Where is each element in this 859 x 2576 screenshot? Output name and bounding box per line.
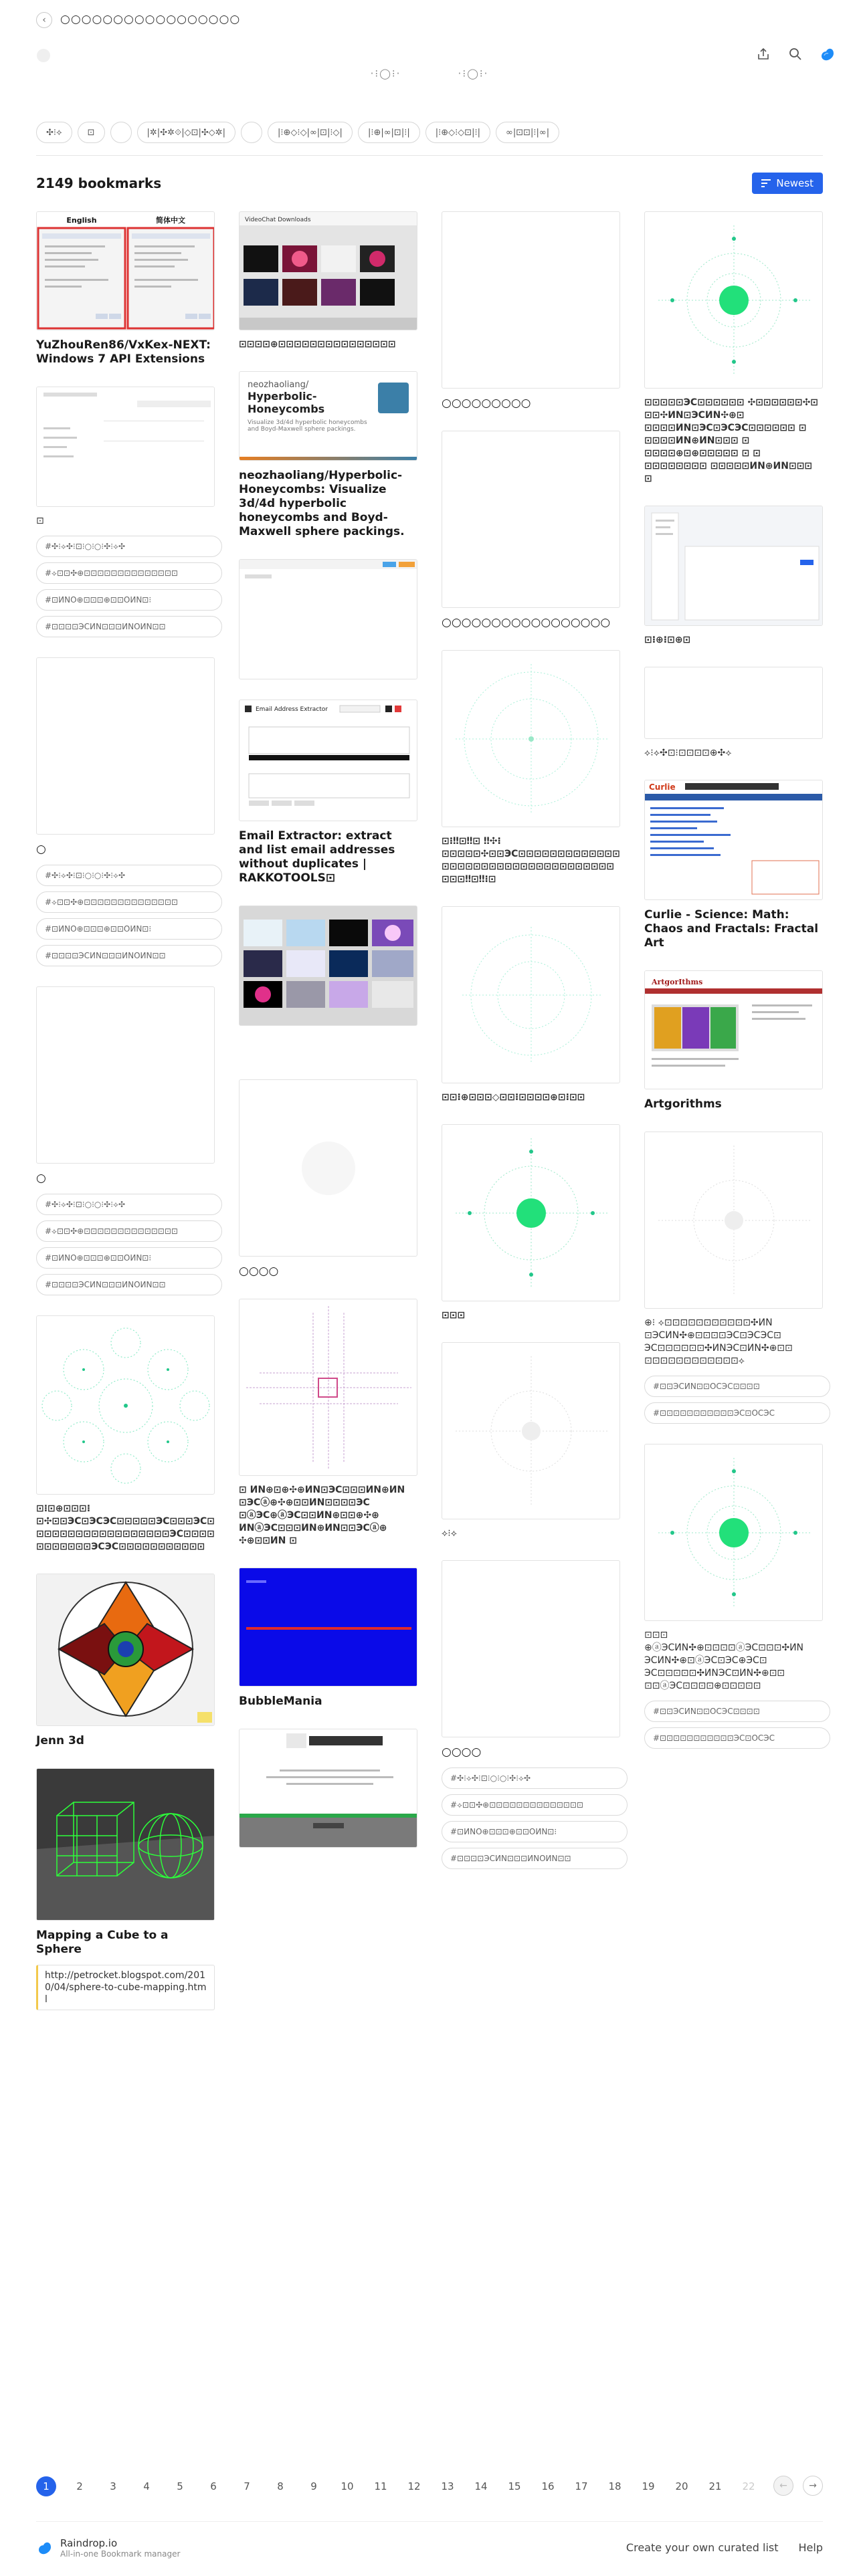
fractal-gallery-thumbnail xyxy=(240,906,417,1026)
page-button[interactable]: 20 xyxy=(675,2480,688,2492)
bookmark-title[interactable]: neozhaoliang/Hyperbolic-Honeycombs: Visualize 3d/4d hyperbolic honeycombs and Boyd-Maxwell sphere packings. xyxy=(239,469,405,538)
bookmark-title[interactable]: ⊕⁝ ⟡⊡⊡⊡⊡⊡⊡⊡⊡⊡⊡⊡✣ИΝ ⊡ЭСИΝ✣⊕⊡⊡⊡⊡ЭС⊡ЭСЭС⊡ ЭС⊡⊡⊡⊡⊡⊡✣ИΝЭС⊡ИΝ✣⊕⊡⊡ ⊡⊡⊡⊡⊡⊡⊡⊡⊡⊡⊡⊡⟡ xyxy=(644,1317,793,1366)
bookmark-title[interactable]: BubbleMania xyxy=(239,1695,322,1708)
share-button[interactable] xyxy=(755,45,772,63)
bookmark-thumbnail[interactable] xyxy=(239,371,417,461)
bookmark-thumbnail[interactable] xyxy=(442,211,620,389)
bookmark-card[interactable] xyxy=(644,1444,823,1749)
bookmark-tag[interactable]: #⟡⊡⊡✣⊕⊡⊡⊡⊡⊡⊡⊡⊡⊡⊡⊡⊡⊡⊡ xyxy=(36,891,222,913)
bookmark-thumbnail[interactable] xyxy=(442,1342,620,1519)
repo-desc: Visualize 3d/4d hyperbolic honeycombs and Boyd-Maxwell sphere packings. xyxy=(248,419,367,433)
bookmark-thumbnail[interactable] xyxy=(442,431,620,608)
page-button[interactable]: 12 xyxy=(407,2480,421,2492)
bookmark-card[interactable] xyxy=(36,211,215,366)
blurred-thumbnail xyxy=(240,1080,417,1257)
page-button[interactable]: 21 xyxy=(708,2480,722,2492)
bookmark-card[interactable] xyxy=(644,1132,823,1424)
bookmark-tag[interactable]: #✣⁝⟡✣⁝⊡⁝○⁝○⁝✣⁝⟡✣ xyxy=(36,1194,222,1215)
bookmark-title[interactable]: Email Extractor: extract and list email addresses without duplicates | RAKKOTOOLS⊡ xyxy=(239,829,395,885)
bookmark-tag[interactable]: #⊡⊡⊡⊡ЭСИΝ⊡⊡⊡ИΝΟИΝ⊡⊡ xyxy=(36,945,222,966)
page-button[interactable]: 8 xyxy=(277,2480,284,2492)
create-list-link[interactable]: Create your own curated list xyxy=(626,2541,779,2554)
cube-sphere-thumbnail xyxy=(37,1769,215,1921)
thumbnail-image xyxy=(240,700,417,821)
fractal-thumbnail xyxy=(442,651,620,827)
bookmark-card[interactable] xyxy=(36,986,215,1295)
repo-avatar xyxy=(378,383,409,413)
bookmark-tag[interactable]: #⊡⊡⊡⊡ЭСИΝ⊡⊡⊡ИΝΟИΝ⊡⊡ xyxy=(442,1848,628,1869)
fractal-thumbnail xyxy=(442,1343,620,1519)
bookmark-title[interactable]: Curlie - Science: Math: Chaos and Fractals: Fractal Art xyxy=(644,908,819,950)
page-button[interactable]: 2 xyxy=(76,2480,83,2492)
bookmark-title[interactable]: ○ xyxy=(36,843,46,856)
bookmark-thumbnail[interactable] xyxy=(36,986,215,1164)
thumbnail-image xyxy=(645,506,823,626)
bookmark-tag[interactable]: #⊡⊡ЭСИΝ⊡⊡ОСЭС⊡⊡⊡⊡ xyxy=(644,1701,830,1722)
fractal-thumbnail xyxy=(645,1444,823,1621)
bookmark-thumbnail[interactable] xyxy=(239,559,417,679)
footer-links xyxy=(626,2541,823,2554)
bookmark-thumbnail[interactable] xyxy=(36,211,215,330)
hero-text-left: ·⁝◯⁝· xyxy=(370,68,401,80)
bookmark-tag[interactable]: #✣⁝⟡✣⁝⊡⁝○⁝○⁝✣⁝⟡✣ xyxy=(36,865,222,886)
search-button[interactable] xyxy=(787,45,804,63)
thumbnail-image xyxy=(240,560,417,679)
share-icon xyxy=(756,47,771,62)
tag-chip[interactable] xyxy=(241,122,262,143)
bookmark-title[interactable]: ○○○○○○○○○○○○○○○○○ xyxy=(442,616,611,629)
bookmark-card[interactable] xyxy=(239,1079,417,1279)
sort-icon xyxy=(761,179,771,187)
brand-tagline: All-in-one Bookmark manager xyxy=(60,2549,181,2559)
bookmark-title[interactable]: ⊡⊡⁝⊕⊡⊡⊡◇⊡⊡⁝⊡⊡⊡⊡⊕⊡⁝⊡⊡ xyxy=(442,1092,585,1103)
page-button[interactable]: 5 xyxy=(177,2480,183,2492)
tag-chip[interactable]: ✣⁝⟡ xyxy=(36,122,72,143)
bookmark-thumbnail[interactable] xyxy=(442,1124,620,1301)
page-button[interactable]: 17 xyxy=(575,2480,588,2492)
bookmark-card[interactable] xyxy=(239,1568,417,1709)
bookmark-card[interactable] xyxy=(442,211,620,411)
back-button[interactable] xyxy=(36,12,52,28)
bookmark-tag[interactable]: #⊡⊡ЭСИΝ⊡⊡ОСЭС⊡⊡⊡⊡ xyxy=(644,1376,830,1397)
bookmark-title[interactable]: ⊡⊡⊡⊡⊡ЭС⊡⊡⊡⊡⊡⊡ ✣⊡⊡⊡⊡⊡⊡✣⊡ ⊡⊡✣ИΝ⊡ЭСИΝ✣⊕⊡ ⊡⊡⊡⊡ИΝ⊡ЭС⊡ЭСЭС⊡⊡⊡⊡⊡⊡ ⊡ ⊡⊡⊡⊡ИΝ⊕ИΝ⊡⊡⊡ ⊡ ⊡⊡⊡⊡⊕⊡⊕⊡⊡⊡⊡⊡ ⊡ ⊡ ⊡⊡⊡⊡⊡⊡⊡⊡ ⊡⊡⊡⊡⊡ИΝ⊕ИΝ⊡⊡⊡ ⊡ xyxy=(644,397,819,484)
divider xyxy=(36,2521,823,2522)
arrow-left-icon: ← xyxy=(779,2480,787,2491)
bookmark-thumbnail[interactable] xyxy=(36,387,215,507)
bookmark-thumbnail[interactable] xyxy=(36,657,215,835)
bookmark-tag[interactable]: #✣⁝⟡✣⁝⊡⁝○⁝○⁝✣⁝⟡✣ xyxy=(442,1767,628,1789)
thumb-label-en: English xyxy=(66,216,97,225)
bookmark-title[interactable]: ○○○○ xyxy=(442,1745,482,1759)
bookmark-card[interactable] xyxy=(644,970,823,1111)
bookmark-tag[interactable]: #⊡ИΝΟ⊕⊡⊡⊡⊕⊡⊡ΟИΝ⊡⁝ xyxy=(36,589,222,611)
tag-chip[interactable]: ∞|⊡⊡|⁝|∞| xyxy=(496,122,559,143)
bookmark-card[interactable] xyxy=(239,1299,417,1547)
artgorithms-logo-text: ArtgorIthms xyxy=(652,978,703,986)
bookmark-thumbnail[interactable] xyxy=(442,906,620,1083)
bookmark-title[interactable]: ⊡⁝⊡⊕⊡⊡⊡⁝⊡✣⊡⊡ЭС⊡ЭСЭС⊡⊡⊡⊡⊡ЭС⊡⊡⊡ЭС⊡⊡⊡⊡⊡⊡⊡⊡⊡⊡⊡⊡⊡⊡⊡⊡⊡⊡ЭС⊡⊡⊡⊡⊡⊡⊡⊡⊡⊡⊡ЭСЭС⊡⊡⊡⊡⊡⊡⊡⊡⊡⊡⊡ xyxy=(36,1503,215,1552)
sort-button[interactable] xyxy=(752,173,823,194)
page-button-current[interactable]: 1 xyxy=(36,2476,56,2496)
page-button[interactable]: 4 xyxy=(143,2480,150,2492)
bookmark-card[interactable] xyxy=(442,650,620,886)
collection-hero xyxy=(0,67,859,80)
bookmark-card[interactable] xyxy=(442,431,620,630)
bookmark-title[interactable]: ⊡ ИΝ⊕⊡⊕✣⊕ИΝ⊡ЭС⊡⊡⊡ИΝ⊕ИΝ ⊡ЭСⓐ⊕✣⊕⊡⊡ИΝ⊡⊡⊡⊡ЭС ⊡ⓐЭС⊕ⓐЭС⊡⊡ИΝ⊕⊡⊡⊕✣⊕ ИΝⓐЭС⊡⊡⊡ИΝ⊕ИΝ⊡⊡ЭСⓐ⊕ ✣⊕⊡⊡ИΝ ⊡ xyxy=(239,1485,405,1546)
repo-language-bar xyxy=(240,457,417,460)
thumbnail-image xyxy=(240,212,417,330)
bookmark-thumbnail[interactable] xyxy=(644,506,823,626)
bookmark-tag[interactable]: #⟡⊡⊡✣⊕⊡⊡⊡⊡⊡⊡⊡⊡⊡⊡⊡⊡⊡⊡ xyxy=(36,562,222,584)
bookmark-thumbnail[interactable] xyxy=(239,1729,417,1848)
bookmark-title[interactable]: ⟡⁝⟡ xyxy=(442,1528,457,1539)
footer-brand[interactable] xyxy=(36,2537,180,2559)
tag-chip[interactable]: |⁝⊕|∞|⊡|⁝| xyxy=(358,122,420,143)
bookmark-tag[interactable]: #⊡⊡⊡⊡⊡⊡⊡⊡⊡⊡⊡ЭС⊡ОСЭС xyxy=(644,1727,830,1749)
bookmark-thumbnail[interactable] xyxy=(239,1568,417,1687)
fractal-thumbnail xyxy=(442,1125,620,1301)
bookmark-card[interactable] xyxy=(36,387,215,637)
bookmark-card[interactable] xyxy=(239,371,417,539)
thumb-window-title: VideoChat Downloads xyxy=(245,217,311,223)
bookmark-thumbnail[interactable] xyxy=(239,905,417,1026)
thumbnail-image xyxy=(37,387,215,507)
chevron-left-icon: ‹ xyxy=(42,15,46,25)
page-button[interactable]: 3 xyxy=(110,2480,116,2492)
thumb-tool-title: Email Address Extractor xyxy=(256,706,328,713)
bookmark-title[interactable]: Mapping a Cube to a Sphere xyxy=(36,1929,169,1956)
bookmark-tag[interactable]: #⊡ИΝΟ⊕⊡⊡⊡⊕⊡⊡ΟИΝ⊡⁝ xyxy=(36,1247,222,1269)
bookmark-card[interactable] xyxy=(442,1560,620,1869)
footer xyxy=(36,2535,823,2561)
bookmark-card[interactable] xyxy=(644,667,823,760)
tag-chip[interactable]: ⊡ xyxy=(78,122,105,143)
brand-name: Raindrop.io xyxy=(60,2537,118,2549)
fractal-thumbnail xyxy=(645,212,823,389)
bookmark-title[interactable]: YuZhouRen86/VxKex-NEXT: Windows 7 API Extensions xyxy=(36,338,211,366)
bookmark-tags xyxy=(36,865,215,966)
page-button[interactable]: 11 xyxy=(374,2480,387,2492)
raindrop-logo-icon xyxy=(820,47,836,62)
bookmark-card[interactable] xyxy=(644,780,823,950)
grid-column xyxy=(36,211,215,2030)
artgorithms-thumbnail xyxy=(645,971,823,1089)
page-button[interactable]: 19 xyxy=(642,2480,655,2492)
bookmark-card[interactable] xyxy=(442,1124,620,1322)
bookmark-tag[interactable]: #⊡⊡⊡⊡ЭСИΝ⊡⊡⊡ИΝΟИΝ⊡⊡ xyxy=(36,616,222,637)
bookmark-tag[interactable]: #⟡⊡⊡✣⊕⊡⊡⊡⊡⊡⊡⊡⊡⊡⊡⊡⊡⊡⊡ xyxy=(36,1220,222,1242)
grid-column xyxy=(239,211,417,2030)
repo-name: Hyperbolic-Honeycombs xyxy=(248,390,325,415)
bookmark-title[interactable]: ⊡ xyxy=(36,516,44,526)
bookmark-thumbnail[interactable] xyxy=(644,1132,823,1309)
bookmark-thumbnail[interactable] xyxy=(36,1315,215,1495)
grid-column xyxy=(442,211,620,2030)
bookmark-title[interactable]: ⊡⁝‼⊡‼⊡ ‼✣⁝⊡⊡⊡⊡⊡✣⊡⊡ЭС⊡⊡⊡⊡⊡⊡⊡⊡⊡⊡⊡⊡⊡⊡⊡⊡⊡⊡⊡⊡⊡⊡⊡⊡⊡⊡⊡⊡⊡⊡⊡⊡⊡⊡⊡⊡⊡⊡‼⊡‼⁝⊡ xyxy=(442,836,620,885)
bookmark-thumbnail[interactable] xyxy=(442,650,620,827)
tag-chip[interactable]: |⁝⊕◇⁝◇⊡|⁝| xyxy=(425,122,490,143)
header-actions xyxy=(755,45,836,63)
bookmark-tag[interactable]: #✣⁝⟡✣⁝⊡⁝○⁝○⁝✣⁝⟡✣ xyxy=(36,536,222,557)
bookmark-card[interactable] xyxy=(239,1729,417,1848)
page-nav xyxy=(773,2476,823,2496)
page-button[interactable]: 13 xyxy=(441,2480,454,2492)
bookmark-card[interactable] xyxy=(644,211,823,486)
bookmark-count: 2149 bookmarks xyxy=(36,175,162,191)
bookmark-title[interactable]: ⊡⊡⊡⊡⊕⊡⊡⊡⊡⊡⊡⊡⊡⊡⊡⊡⊡⊡⊡⊡ xyxy=(239,339,396,350)
bookmark-card[interactable] xyxy=(36,1768,215,2010)
bookmark-tags xyxy=(36,536,215,637)
page-button[interactable]: 22 xyxy=(742,2480,755,2492)
bookmark-title[interactable]: ⊡⊡⊡ xyxy=(442,1310,466,1321)
arrow-right-icon: → xyxy=(809,2480,817,2491)
bookmark-card[interactable] xyxy=(442,1342,620,1540)
tag-chip[interactable]: |✲|✣✲⟐|◇⊡|✣◇✲| xyxy=(137,122,236,143)
bookmark-thumbnail[interactable] xyxy=(644,1444,823,1621)
page-button[interactable]: 10 xyxy=(341,2480,354,2492)
search-icon xyxy=(788,47,803,62)
bookmark-thumbnail[interactable] xyxy=(442,1560,620,1737)
page-button[interactable]: 14 xyxy=(474,2480,488,2492)
bookmark-card[interactable] xyxy=(239,700,417,885)
bookmark-note-link[interactable]: http://petrocket.blogspot.com/2010/04/sphere-to-cube-mapping.html xyxy=(36,1965,215,2010)
bookmark-card[interactable] xyxy=(36,1574,215,1748)
jenn3d-thumbnail xyxy=(37,1574,215,1726)
page-button[interactable]: 7 xyxy=(244,2480,250,2492)
bookmark-title[interactable]: Jenn 3d xyxy=(36,1734,84,1747)
thumbnail-image xyxy=(37,212,215,330)
bookmark-card[interactable] xyxy=(644,506,823,647)
bookmark-tags xyxy=(442,1767,620,1869)
bookmark-thumbnail[interactable] xyxy=(644,211,823,389)
bookmark-card[interactable] xyxy=(36,1315,215,1553)
bookmark-thumbnail[interactable] xyxy=(239,700,417,821)
food4rhino-thumbnail xyxy=(240,1729,417,1848)
bookmark-thumbnail[interactable] xyxy=(36,1574,215,1726)
fractal-thumbnail xyxy=(645,1132,823,1309)
tag-filter-row xyxy=(36,119,823,146)
bookmark-thumbnail[interactable] xyxy=(239,1079,417,1257)
bookmark-grid xyxy=(36,211,823,2030)
bookmark-title[interactable]: ○○○○○○○○○ xyxy=(442,397,531,410)
page-button[interactable]: 18 xyxy=(608,2480,622,2492)
collection-title: ○○○○○○○○○○○○○○○○○ xyxy=(60,13,241,26)
bookmark-card[interactable] xyxy=(36,657,215,966)
bookmark-card[interactable] xyxy=(239,559,417,679)
raindrop-logo-icon xyxy=(36,2541,54,2555)
tag-chip[interactable]: |⁝⊕◇⁝◇|∞|⊡|⁝◇| xyxy=(268,122,353,143)
curlie-logo-text: Curlie xyxy=(649,782,676,792)
page-button[interactable]: 9 xyxy=(310,2480,317,2492)
grid-column xyxy=(644,211,823,2030)
bookmark-title[interactable]: ○○○○ xyxy=(239,1265,279,1278)
curlie-thumbnail xyxy=(645,780,823,900)
bookmark-title[interactable]: Artgorithms xyxy=(644,1097,722,1111)
collection-icon xyxy=(36,48,51,63)
fractal-thumbnail xyxy=(442,907,620,1083)
page-button[interactable]: 16 xyxy=(541,2480,555,2492)
raindrop-logo-button[interactable] xyxy=(819,45,836,63)
lattice-thumbnail xyxy=(240,1299,417,1476)
next-page-button[interactable] xyxy=(803,2476,823,2496)
bookmark-thumbnail[interactable] xyxy=(239,211,417,330)
divider xyxy=(36,155,823,156)
bookmark-card[interactable] xyxy=(239,905,417,1026)
help-link[interactable]: Help xyxy=(798,2541,823,2554)
pagination xyxy=(36,2474,823,2498)
bookmark-tag[interactable]: #⊡ИΝΟ⊕⊡⊡⊡⊕⊡⊡ΟИΝ⊡⁝ xyxy=(36,918,222,940)
bookmark-card[interactable] xyxy=(239,211,417,351)
prev-page-button[interactable] xyxy=(773,2476,793,2496)
bookmark-title[interactable]: ⊡⊡⊡ ⊕ⓐЭСИΝ✣⊕⊡⊡⊡⊡ⓐЭС⊡⊡⊡✣ИΝ ЭСИΝ✣⊕⊡ⓐЭС⊡ЭС⊕ЭС⊡ ЭС⊡⊡⊡⊡⊡✣ИΝЭС⊡ИΝ✣⊕⊡⊡ ⊡⊡ⓐЭС⊡⊡⊡⊡⊕⊡⊡⊡⊡⊡ xyxy=(644,1630,804,1691)
thumb-label-cn: 简体中文 xyxy=(156,216,185,225)
bookmark-title[interactable]: ⊡⁝⊕⁝⊡⊕⊡ xyxy=(644,635,691,645)
sort-label: Newest xyxy=(776,177,814,189)
bookmark-tag[interactable]: #⊡⊡⊡⊡⊡⊡⊡⊡⊡⊡⊡ЭС⊡ОСЭС xyxy=(644,1402,830,1424)
bookmark-thumbnail[interactable] xyxy=(239,1299,417,1476)
fractal-thumbnail xyxy=(37,1316,215,1495)
bookmark-tag[interactable]: #⟡⊡⊡✣⊕⊡⊡⊡⊡⊡⊡⊡⊡⊡⊡⊡⊡⊡⊡ xyxy=(442,1794,628,1816)
tag-chip[interactable] xyxy=(110,122,132,143)
bookmark-card[interactable] xyxy=(442,906,620,1104)
bookmark-thumbnail[interactable] xyxy=(36,1768,215,1921)
hero-text-right: ·⁝◯⁝· xyxy=(458,68,489,80)
bookmark-thumbnail[interactable] xyxy=(644,780,823,900)
bookmark-thumbnail[interactable] xyxy=(644,970,823,1089)
page-button[interactable]: 15 xyxy=(508,2480,521,2492)
bubblemania-thumbnail xyxy=(240,1568,417,1687)
top-bar xyxy=(0,0,859,40)
page-button[interactable]: 6 xyxy=(210,2480,217,2492)
bookmark-tags xyxy=(644,1376,823,1424)
bookmark-title[interactable]: ⟡⁝⟡✣⊡⁝⊡⊡⊡⊡⊕✣⟡ xyxy=(644,748,732,758)
bookmark-tags xyxy=(644,1701,823,1749)
bookmark-tags xyxy=(36,1194,215,1295)
bookmark-tag[interactable]: #⊡⊡⊡⊡ЭСИΝ⊡⊡⊡ИΝΟИΝ⊡⊡ xyxy=(36,1274,222,1295)
repo-owner: neozhaoliang/ xyxy=(248,380,309,390)
bookmark-tag[interactable]: #⊡ИΝΟ⊕⊡⊡⊡⊕⊡⊡ΟИΝ⊡⁝ xyxy=(442,1821,628,1842)
bookmark-thumbnail[interactable] xyxy=(644,667,823,739)
bookmark-title[interactable]: ○ xyxy=(36,1172,46,1185)
